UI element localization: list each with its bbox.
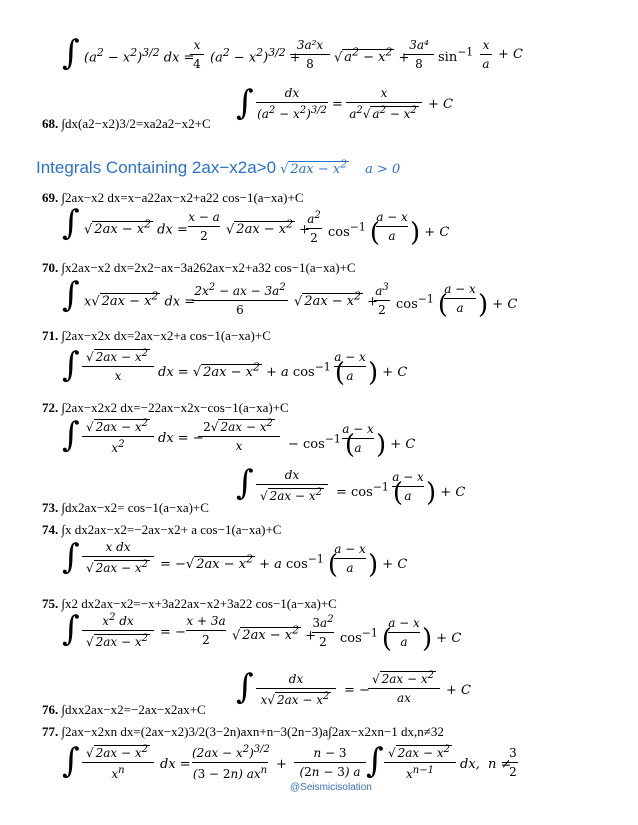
item-77: 77. ∫2ax−x2xn dx=(2ax−x2)3/2(3−2n)axn+n−3(2n−3)a∫2ax−x2xn−1 dx,n≠32: [42, 724, 444, 739]
integral-sign: ∫: [62, 609, 80, 649]
integral-sign: ∫: [366, 741, 384, 781]
fraction: $2x^2$ − ax − $3a^2$ 6: [192, 282, 288, 317]
fraction: x + 3a 2: [186, 614, 226, 647]
watermark: @Seismicisolation: [290, 782, 372, 793]
item-72: 72. ∫2ax−x2x2 dx=−22ax−x2x−cos−1(a−xa)+C: [42, 400, 289, 415]
integral-sign: ∫: [62, 203, 80, 243]
fraction: x 4: [190, 38, 204, 71]
fraction: dx √ $2ax - x^2$: [256, 468, 328, 503]
fraction: a − x a: [334, 542, 366, 575]
fraction: x dx √ $2ax - x^2$: [82, 540, 154, 575]
integral-sign: ∫: [62, 741, 80, 781]
formula-lead-lhs: $(a^2 - x^2)^{3/2}$ dx =: [84, 46, 195, 66]
integral-sign: ∫: [62, 415, 80, 455]
integral-sign: ∫: [236, 83, 254, 123]
fraction: x − a 2: [188, 210, 220, 243]
fraction: √ $2ax - x^2$ $x^{n-1}$: [384, 744, 456, 781]
section-heading: Integrals Containing 2ax−x2a>0 √ $2ax - x^2$ a > 0: [36, 157, 401, 177]
fraction: a − x a: [334, 350, 366, 383]
fraction: 3a⁴ 8: [404, 38, 434, 71]
fraction: n − 3 (2n − 3) a: [294, 746, 366, 779]
fraction: 2√ $2ax - x^2$ x: [198, 418, 280, 453]
fraction: $x^2$ dx √ $2ax - x^2$: [82, 612, 154, 649]
integral-sign: ∫: [236, 463, 254, 503]
item-69: 69. ∫2ax−x2 dx=x−a22ax−x2+a22 cos−1(a−xa)+C: [42, 190, 304, 205]
fraction: a − x a: [392, 470, 424, 503]
fraction: dx x√ $2ax - x^2$: [256, 672, 336, 707]
fraction: a − x a: [388, 616, 420, 649]
item-75: 75. ∫x2 dx2ax−x2=−x+3a22ax−x2+3a22 cos−1(a−xa)+C: [42, 596, 337, 611]
item-76: 76. ∫dxx2ax−x2=−2ax−x2ax+C: [42, 702, 206, 717]
fraction: $(2ax - x^2)^{3/2}$ (3 − 2n) $ax^n$: [192, 744, 270, 781]
fraction: dx $(a^2 - x^2)^{3/2}$: [257, 86, 327, 121]
fraction: √ $2ax - x^2$ $x^2$: [82, 418, 154, 455]
integral-sign: ∫: [62, 275, 80, 315]
item-73: 73. ∫dx2ax−x2= cos−1(a−xa)+C: [42, 500, 209, 515]
integral-sign: ∫: [62, 345, 80, 385]
integral-sign: ∫: [62, 33, 80, 73]
fraction: 3a²x 8: [290, 38, 330, 71]
fraction: x a: [480, 38, 492, 71]
fraction: √ $2ax - x^2$ $x^n$: [82, 744, 154, 781]
fraction: $a^3$ 2: [375, 282, 389, 317]
fraction: a − x a: [376, 210, 408, 243]
fraction: $a^2$ 2: [307, 210, 321, 245]
integral-sign: ∫: [62, 537, 80, 577]
item-74: 74. ∫x dx2ax−x2=−2ax−x2+ a cos−1(a−xa)+C: [42, 522, 282, 537]
fraction: 3 2: [509, 746, 517, 779]
fraction: $3a^2$ 2: [312, 614, 334, 649]
fraction: x $a^2√$ $a^2 - x^2$: [346, 86, 422, 121]
fraction: √ $2ax - x^2$ x: [82, 348, 154, 383]
item-71: 71. ∫2ax−x2x dx=2ax−x2+a cos−1(a−xa)+C: [42, 328, 271, 343]
fraction: a − x a: [342, 422, 374, 455]
item-70: 70. ∫x2ax−x2 dx=2x2−ax−3a262ax−x2+a32 cos−1(a−xa)+C: [42, 260, 356, 275]
fraction: a − x a: [444, 282, 476, 315]
item-68: 68. ∫dx(a2−x2)3/2=xa2a2−x2+C: [42, 116, 211, 131]
fraction: √ $2ax - x^2$ ax: [368, 670, 440, 705]
integral-sign: ∫: [236, 667, 254, 707]
